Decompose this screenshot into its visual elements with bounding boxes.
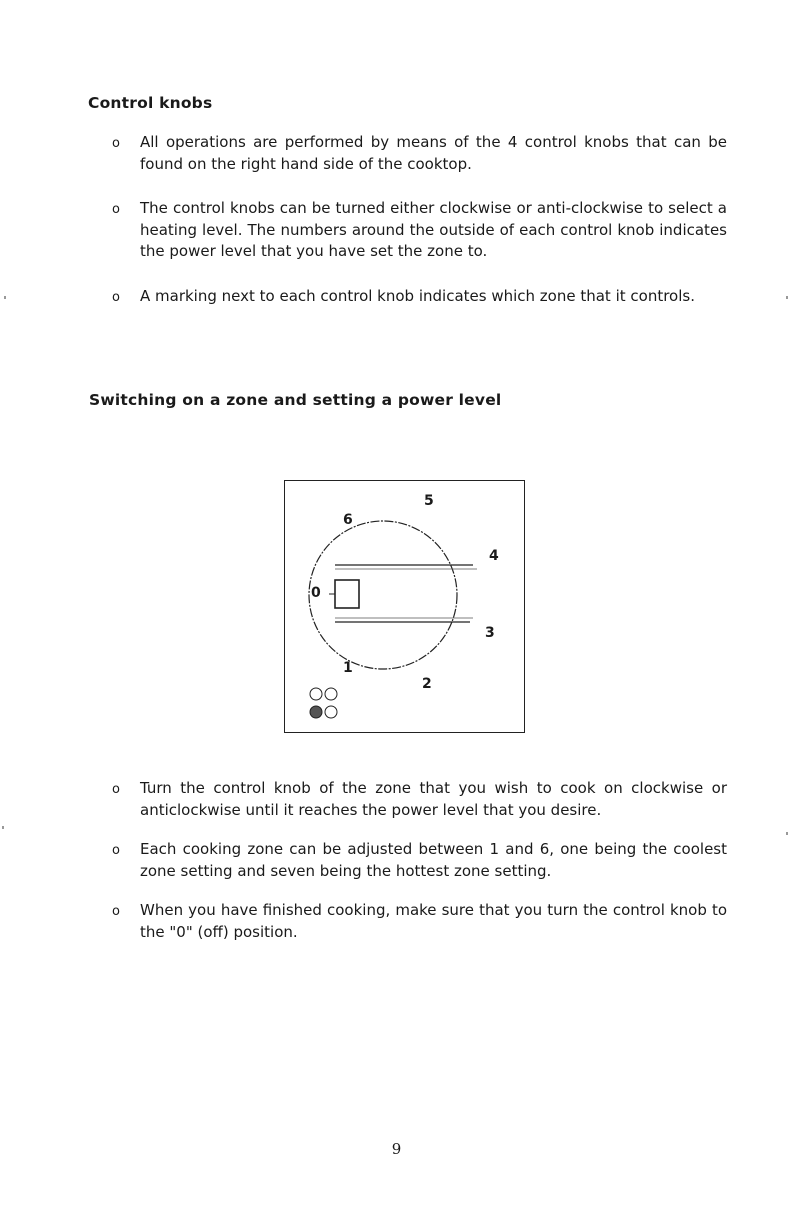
bullet-text: A marking next to each control knob indicates which zone that it controls. — [140, 286, 695, 305]
page-number: 9 — [391, 1140, 402, 1158]
list-item — [112, 198, 727, 263]
knob-position-2: 2 — [422, 676, 432, 692]
bullet-marker: o — [112, 136, 120, 151]
bullet-marker: o — [112, 202, 120, 217]
bullet-marker: o — [112, 289, 120, 305]
bullet-text: Turn the control knob of the zone that you wish to cook on clockwise or anticlockwise until it reaches the power level that you desire. — [140, 779, 727, 819]
heading-control-knobs: Control knobs — [88, 94, 213, 112]
four-zone-indicator-icon — [310, 688, 337, 718]
list-item — [112, 839, 727, 882]
heading-switching-on-zone: Switching on a zone and setting a power level — [89, 391, 502, 409]
bullet-marker: o — [112, 904, 120, 919]
switching-on-list — [112, 778, 727, 943]
knob-position-0: 0 — [311, 585, 321, 601]
scan-artifact — [2, 826, 4, 829]
bullet-text: When you have finished cooking, make sure that you turn the control knob to the "0" (off) position. — [140, 901, 727, 941]
control-knob-diagram — [284, 480, 525, 733]
control-knobs-list — [112, 132, 727, 307]
knob-position-1: 1 — [343, 660, 353, 676]
bullet-marker: o — [112, 843, 120, 858]
list-item — [112, 900, 727, 943]
bullet-marker: o — [112, 782, 120, 797]
list-item — [112, 286, 727, 308]
bullet-text: The control knobs can be turned either clockwise or anti-clockwise to select a heating level. The numbers around the outside of each control knob indicates the power level that you have set the zone to. — [140, 199, 727, 260]
scan-artifact — [4, 296, 6, 299]
list-item — [112, 132, 727, 175]
knob-position-5: 5 — [424, 493, 434, 509]
knob-position-3: 3 — [485, 625, 495, 641]
bullet-text: All operations are performed by means of the 4 control knobs that can be found on the right hand side of the cooktop. — [140, 133, 727, 173]
bullet-text: Each cooking zone can be adjusted between 1 and 6, one being the coolest zone setting and seven being the hottest zone setting. — [140, 840, 727, 880]
control-knob-icon — [285, 481, 526, 734]
knob-position-4: 4 — [489, 548, 499, 564]
list-item — [112, 778, 727, 821]
scan-artifact — [786, 296, 788, 299]
knob-position-6: 6 — [343, 512, 353, 528]
scan-artifact — [786, 832, 788, 835]
